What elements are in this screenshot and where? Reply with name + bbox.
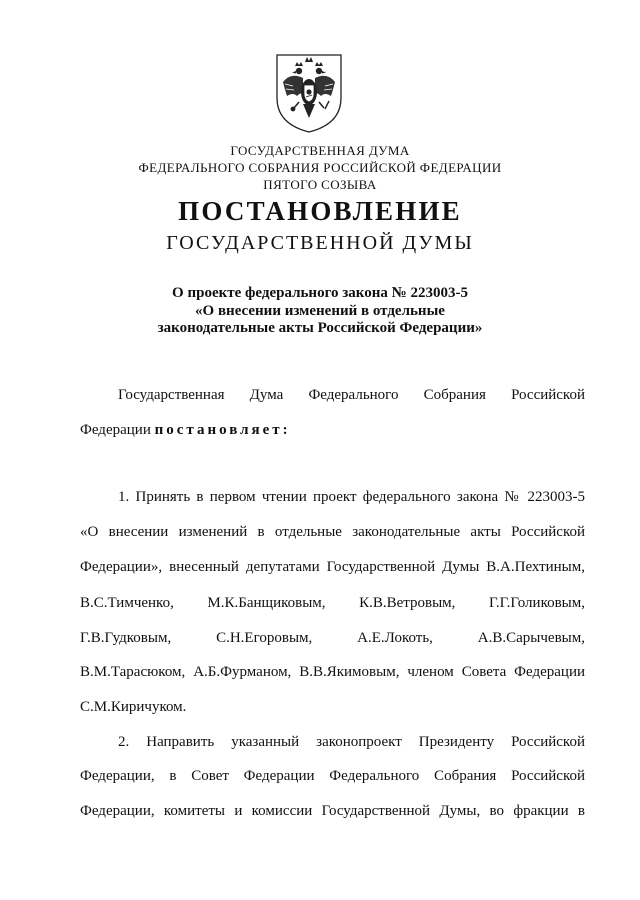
- state-emblem-icon: [273, 52, 345, 134]
- duma-convocation-line: ПЯТОГО СОЗЫВА: [263, 177, 377, 192]
- resolves-word: постановляет:: [154, 422, 291, 438]
- subject-line: законодательные акты Российской Федерации»: [157, 320, 483, 336]
- document-subtitle: ГОСУДАРСТВЕННОЙ ДУМЫ: [166, 232, 474, 254]
- preamble-text: Федерации: [80, 422, 155, 438]
- item1-last-line: С.М.Киричуком.: [80, 699, 187, 715]
- item1-line: Федерации», внесенный депутатами Государственной Думы В.А.Пехтиным,: [80, 559, 585, 575]
- document-title: ПОСТАНОВЛЕНИЕ: [178, 196, 462, 226]
- preamble-line: [80, 422, 291, 439]
- subject-line: «О внесении изменений в отдельные: [195, 303, 445, 319]
- item1-line: «О внесении изменений в отдельные законодательные акты Российской: [80, 524, 585, 540]
- duma-header-line: ФЕДЕРАЛЬНОГО СОБРАНИЯ РОССИЙСКОЙ ФЕДЕРАЦИИ: [138, 160, 502, 175]
- item1-line: Г.В.Гудковым, С.Н.Егоровым, А.Е.Локоть, А.В.Сарычевым,: [80, 630, 585, 646]
- item1-line: В.С.Тимченко, М.К.Банщиковым, К.В.Ветровым, Г.Г.Голиковым,: [80, 595, 585, 611]
- item1-line: В.М.Тарасюком, А.Б.Фурманом, В.В.Якимовым, членом Совета Федерации: [80, 664, 585, 680]
- item2-line: Федерации, комитеты и комиссии Государственной Думы, во фракции в: [80, 803, 585, 819]
- subject-line: О проекте федерального закона № 223003-5: [172, 285, 468, 301]
- item1-line: 1. Принять в первом чтении проект федерального закона № 223003-5: [118, 489, 585, 505]
- duma-header-line: ГОСУДАРСТВЕННАЯ ДУМА: [230, 143, 410, 158]
- item2-line: 2. Направить указанный законопроект Президенту Российской: [118, 734, 585, 750]
- item2-line: Федерации, в Совет Федерации Федерального Собрания Российской: [80, 768, 585, 784]
- preamble-line: Государственная Дума Федерального Собрания Российской: [118, 387, 585, 403]
